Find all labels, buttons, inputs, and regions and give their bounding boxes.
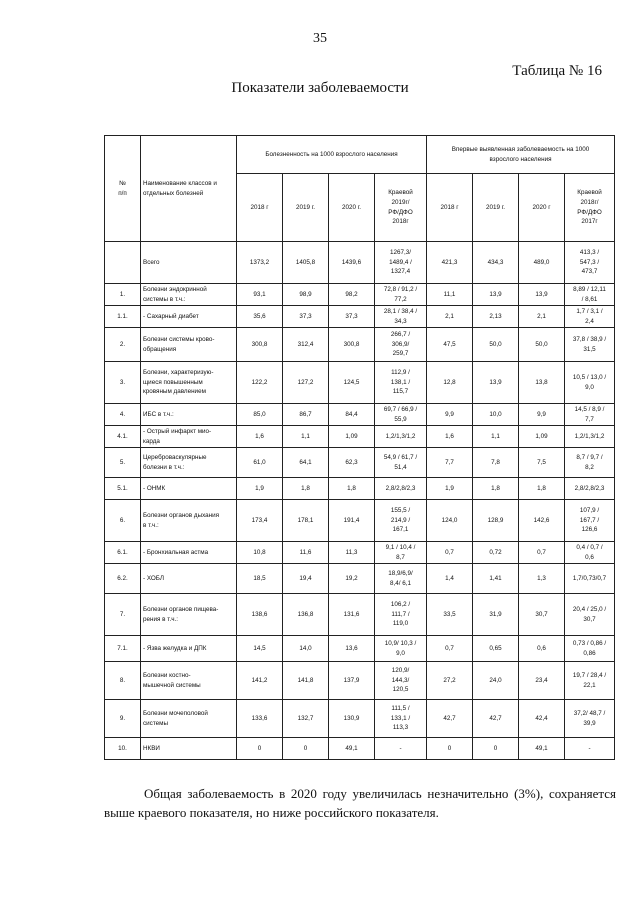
cell-value: 173,4 <box>237 500 283 542</box>
cell-value: 489,0 <box>519 242 565 284</box>
cell-value: 2,1 <box>427 306 473 328</box>
cell-value: 13,6 <box>329 636 375 662</box>
cell-value: - <box>375 738 427 760</box>
cell-value: 47,5 <box>427 328 473 362</box>
cell-value: 1,1 <box>283 426 329 448</box>
table-row <box>105 404 615 426</box>
cell-value: 128,9 <box>473 500 519 542</box>
cell-value: 421,3 <box>427 242 473 284</box>
table-row <box>105 448 615 478</box>
row-name: Болезни эндокринной системы в т.ч.: <box>141 284 237 306</box>
cell-value: 0 <box>237 738 283 760</box>
row-name: - Острый инфаркт мио- карда <box>141 426 237 448</box>
row-num: 1. <box>105 284 141 306</box>
row-name: - ХОБЛ <box>141 564 237 594</box>
header-group-prevalence: Болезненность на 1000 взрослого населения <box>237 136 427 174</box>
header-col: Краевой 2018г/ РФ/ДФО 2017г <box>565 174 615 242</box>
cell-value: 18,5 <box>237 564 283 594</box>
cell-value: 72,8 / 91,2 / 77,2 <box>375 284 427 306</box>
cell-value: 14,5 <box>237 636 283 662</box>
cell-value: 300,8 <box>237 328 283 362</box>
cell-value: 19,2 <box>329 564 375 594</box>
cell-value: 1267,3/ 1489,4 / 1327,4 <box>375 242 427 284</box>
header-col: 2018 г <box>237 174 283 242</box>
row-num: 6.2. <box>105 564 141 594</box>
cell-value: 84,4 <box>329 404 375 426</box>
row-num: 6. <box>105 500 141 542</box>
cell-value: 9,9 <box>519 404 565 426</box>
row-num: 2. <box>105 328 141 362</box>
cell-value: 1,41 <box>473 564 519 594</box>
cell-value: 1,6 <box>427 426 473 448</box>
cell-value: 11,3 <box>329 542 375 564</box>
cell-value: 1,2/1,3/1,2 <box>565 426 615 448</box>
row-num: 9. <box>105 700 141 738</box>
cell-value: 1,8 <box>329 478 375 500</box>
cell-value: 1,6 <box>237 426 283 448</box>
cell-value: 141,8 <box>283 662 329 700</box>
row-name: ИБС в т.ч.: <box>141 404 237 426</box>
cell-value: 7,8 <box>473 448 519 478</box>
cell-value: 266,7 / 306,9/ 259,7 <box>375 328 427 362</box>
cell-value: 10,5 / 13,0 / 9,0 <box>565 362 615 404</box>
cell-value: 1,4 <box>427 564 473 594</box>
row-num: 10. <box>105 738 141 760</box>
row-num: 7. <box>105 594 141 636</box>
row-name: Болезни органов пищева- рения в т.ч.: <box>141 594 237 636</box>
cell-value: 49,1 <box>329 738 375 760</box>
header-col: 2018 г <box>427 174 473 242</box>
table-row <box>105 306 615 328</box>
table-row <box>105 564 615 594</box>
cell-value: 2,8/2,8/2,3 <box>375 478 427 500</box>
table-row <box>105 500 615 542</box>
row-num: 6.1. <box>105 542 141 564</box>
cell-value: 0,72 <box>473 542 519 564</box>
cell-value: 9,1 / 10,4 / 8,7 <box>375 542 427 564</box>
cell-value: 19,7 / 28,4 / 22,1 <box>565 662 615 700</box>
cell-value: 1,8 <box>519 478 565 500</box>
cell-value: 1,8 <box>283 478 329 500</box>
table-row <box>105 242 615 284</box>
table-row <box>105 738 615 760</box>
row-num: 7.1. <box>105 636 141 662</box>
cell-value: 1405,8 <box>283 242 329 284</box>
cell-value: 142,6 <box>519 500 565 542</box>
cell-value: 312,4 <box>283 328 329 362</box>
conclusion-paragraph <box>104 785 616 823</box>
cell-value: 133,6 <box>237 700 283 738</box>
table-row <box>105 662 615 700</box>
cell-value: 132,7 <box>283 700 329 738</box>
header-col: 2019 г. <box>283 174 329 242</box>
header-name: Наименование классов и отдельных болезней <box>141 136 237 242</box>
cell-value: 1,09 <box>519 426 565 448</box>
row-num <box>105 242 141 284</box>
cell-value: 64,1 <box>283 448 329 478</box>
cell-value: 136,8 <box>283 594 329 636</box>
cell-value: 0,7 <box>427 542 473 564</box>
table-row <box>105 700 615 738</box>
cell-value: 0,4 / 0,7 / 0,6 <box>565 542 615 564</box>
document-title: Показатели заболеваемости <box>231 80 409 96</box>
table-row <box>105 328 615 362</box>
cell-value: 33,5 <box>427 594 473 636</box>
table-row <box>105 594 615 636</box>
cell-value: 13,8 <box>519 362 565 404</box>
morbidity-table <box>104 135 615 760</box>
cell-value: 107,9 / 167,7 / 126,6 <box>565 500 615 542</box>
row-name: Болезни мочеполовой системы <box>141 700 237 738</box>
table-row <box>105 542 615 564</box>
cell-value: 24,0 <box>473 662 519 700</box>
cell-value: 42,4 <box>519 700 565 738</box>
cell-value: 42,7 <box>473 700 519 738</box>
row-name: Всего <box>141 242 237 284</box>
cell-value: 69,7 / 66,9 / 55,9 <box>375 404 427 426</box>
cell-value: 27,2 <box>427 662 473 700</box>
cell-value: 124,5 <box>329 362 375 404</box>
row-name: Болезни органов дыхания в т.ч.: <box>141 500 237 542</box>
row-name: - Бронхиальная астма <box>141 542 237 564</box>
cell-value: 31,9 <box>473 594 519 636</box>
cell-value: 1,8 <box>473 478 519 500</box>
cell-value: 191,4 <box>329 500 375 542</box>
cell-value: 54,9 / 61,7 / 51,4 <box>375 448 427 478</box>
cell-value: 20,4 / 25,0 / 30,7 <box>565 594 615 636</box>
row-num: 5.1. <box>105 478 141 500</box>
row-name: Болезни, характеризую- щиеся повышенным кровяным давлением <box>141 362 237 404</box>
row-num: 4.1. <box>105 426 141 448</box>
cell-value: 50,0 <box>473 328 519 362</box>
row-name: Болезни системы крово- обращения <box>141 328 237 362</box>
header-col: 2020 г <box>519 174 565 242</box>
table-row <box>105 284 615 306</box>
cell-value: 37,3 <box>283 306 329 328</box>
cell-value: 112,9 / 138,1 / 115,7 <box>375 362 427 404</box>
cell-value: 37,3 <box>329 306 375 328</box>
cell-value: 1,2/1,3/1,2 <box>375 426 427 448</box>
cell-value: 141,2 <box>237 662 283 700</box>
cell-value: 1,7/0,73/0,7 <box>565 564 615 594</box>
cell-value: 0,6 <box>519 636 565 662</box>
cell-value: 98,9 <box>283 284 329 306</box>
cell-value: 0,7 <box>519 542 565 564</box>
cell-value: 10,9/ 10,3 / 9,0 <box>375 636 427 662</box>
cell-value: 0,7 <box>427 636 473 662</box>
cell-value: 93,1 <box>237 284 283 306</box>
cell-value: 1,7 / 3,1 / 2,4 <box>565 306 615 328</box>
cell-value: 10,0 <box>473 404 519 426</box>
cell-value: 7,7 <box>427 448 473 478</box>
cell-value: 62,3 <box>329 448 375 478</box>
cell-value: 2,1 <box>519 306 565 328</box>
row-num: 3. <box>105 362 141 404</box>
cell-value: 13,9 <box>519 284 565 306</box>
cell-value: 0 <box>283 738 329 760</box>
cell-value: 1,9 <box>427 478 473 500</box>
cell-value: 14,5 / 8,9 / 7,7 <box>565 404 615 426</box>
cell-value: 138,6 <box>237 594 283 636</box>
table-label: Таблица № 16 <box>512 63 602 79</box>
cell-value: 30,7 <box>519 594 565 636</box>
cell-value: 13,9 <box>473 362 519 404</box>
page-number: 35 <box>313 31 327 46</box>
cell-value: 49,1 <box>519 738 565 760</box>
cell-value: 0,65 <box>473 636 519 662</box>
table-body <box>105 242 615 760</box>
cell-value: 23,4 <box>519 662 565 700</box>
cell-value: 137,9 <box>329 662 375 700</box>
table-row <box>105 362 615 404</box>
row-num: 8. <box>105 662 141 700</box>
cell-value: 8,89 / 12,11 / 8,61 <box>565 284 615 306</box>
cell-value: 1,09 <box>329 426 375 448</box>
cell-value: 98,2 <box>329 284 375 306</box>
cell-value: 11,1 <box>427 284 473 306</box>
cell-value: 131,6 <box>329 594 375 636</box>
cell-value: 0 <box>427 738 473 760</box>
cell-value: 14,0 <box>283 636 329 662</box>
cell-value: 111,5 / 133,1 / 113,3 <box>375 700 427 738</box>
cell-value: 9,9 <box>427 404 473 426</box>
cell-value: 85,0 <box>237 404 283 426</box>
cell-value: 13,9 <box>473 284 519 306</box>
cell-value: 10,8 <box>237 542 283 564</box>
cell-value: 155,5 / 214,9 / 167,1 <box>375 500 427 542</box>
cell-value: 127,2 <box>283 362 329 404</box>
cell-value: 106,2 / 111,7 / 119,0 <box>375 594 427 636</box>
cell-value: 130,9 <box>329 700 375 738</box>
header-num: № п/п <box>105 136 141 242</box>
cell-value: 18,9/6,9/ 8,4/ 6,1 <box>375 564 427 594</box>
cell-value: 434,3 <box>473 242 519 284</box>
cell-value: 1,1 <box>473 426 519 448</box>
cell-value: 1373,2 <box>237 242 283 284</box>
cell-value: 1,9 <box>237 478 283 500</box>
cell-value: 12,8 <box>427 362 473 404</box>
cell-value: 28,1 / 38,4 / 34,3 <box>375 306 427 328</box>
cell-value: 50,0 <box>519 328 565 362</box>
cell-value: 42,7 <box>427 700 473 738</box>
row-num: 4. <box>105 404 141 426</box>
row-name: - Сахарный диабет <box>141 306 237 328</box>
row-num: 1.1. <box>105 306 141 328</box>
row-name: - Язва желудка и ДПК <box>141 636 237 662</box>
cell-value: 86,7 <box>283 404 329 426</box>
row-name: - ОНМК <box>141 478 237 500</box>
cell-value: 1,3 <box>519 564 565 594</box>
cell-value: 35,6 <box>237 306 283 328</box>
table-row <box>105 636 615 662</box>
table-row <box>105 478 615 500</box>
cell-value: 2,13 <box>473 306 519 328</box>
header-group-incidence: Впервые выявленная заболеваемость на 1000 взрослого населения <box>427 136 615 174</box>
table-row <box>105 426 615 448</box>
cell-value: 2,8/2,8/2,3 <box>565 478 615 500</box>
cell-value: 19,4 <box>283 564 329 594</box>
cell-value: 7,5 <box>519 448 565 478</box>
cell-value: 8,7 / 9,7 / 8,2 <box>565 448 615 478</box>
conclusion-text: Общая заболеваемость в 2020 году увеличилась незначительно (3%), сохраняется выше краевого показателя, но ниже российского показателя. <box>104 786 616 820</box>
cell-value: 413,3 / 547,3 / 473,7 <box>565 242 615 284</box>
header-col: 2020 г. <box>329 174 375 242</box>
cell-value: 178,1 <box>283 500 329 542</box>
row-name: Цереброваскулярные болезни в т.ч.: <box>141 448 237 478</box>
cell-value: 11,6 <box>283 542 329 564</box>
cell-value: 37,2/ 48,7 / 39,9 <box>565 700 615 738</box>
row-name: Болезни костно- мышечной системы <box>141 662 237 700</box>
cell-value: - <box>565 738 615 760</box>
cell-value: 120,9/ 144,3/ 120,5 <box>375 662 427 700</box>
cell-value: 61,0 <box>237 448 283 478</box>
header-col: Краевой 2019г/ РФ/ДФО 2018г <box>375 174 427 242</box>
cell-value: 37,8 / 38,9 / 31,5 <box>565 328 615 362</box>
cell-value: 122,2 <box>237 362 283 404</box>
cell-value: 300,8 <box>329 328 375 362</box>
row-num: 5. <box>105 448 141 478</box>
cell-value: 124,0 <box>427 500 473 542</box>
header-col: 2019 г. <box>473 174 519 242</box>
row-name: НКВИ <box>141 738 237 760</box>
cell-value: 0 <box>473 738 519 760</box>
cell-value: 0,73 / 0,86 / 0,86 <box>565 636 615 662</box>
cell-value: 1439,6 <box>329 242 375 284</box>
